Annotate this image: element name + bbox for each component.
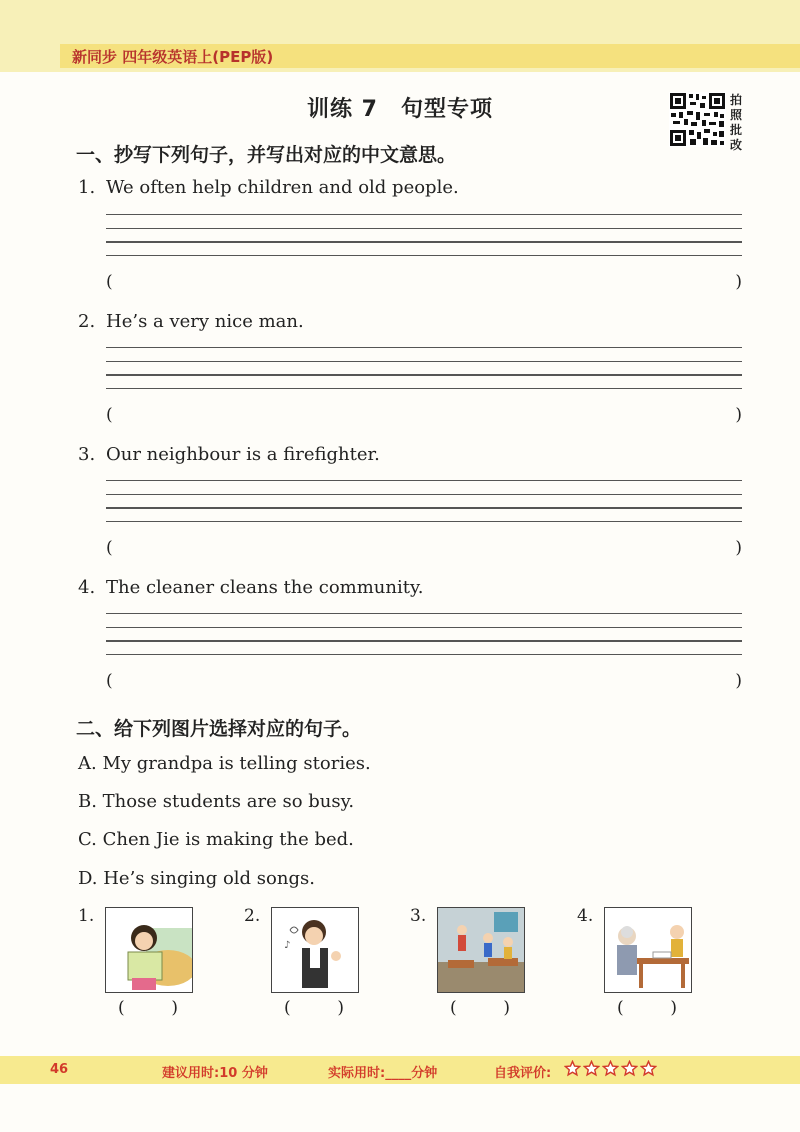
question-text: The cleaner cleans the community. bbox=[106, 577, 424, 598]
star-icon[interactable] bbox=[564, 1060, 581, 1077]
star-icon[interactable] bbox=[602, 1060, 619, 1077]
star-icon[interactable] bbox=[583, 1060, 600, 1077]
paren-close: ) bbox=[735, 538, 742, 558]
paren-open: ( bbox=[617, 998, 624, 1018]
writing-lines-4[interactable] bbox=[106, 613, 742, 657]
option-b: B. Those students are so busy. bbox=[78, 791, 355, 812]
paren-close: ) bbox=[670, 998, 677, 1018]
answer-paren-pic-3[interactable] bbox=[450, 998, 510, 1018]
picture-girl-making-bed bbox=[105, 907, 193, 993]
question-text: Our neighbour is a firefighter. bbox=[106, 444, 380, 465]
rating-stars[interactable] bbox=[564, 1060, 657, 1077]
option-d: D. He’s singing old songs. bbox=[78, 868, 315, 889]
man-singing-illustration bbox=[272, 908, 358, 992]
self-evaluation-label: 自我评价: bbox=[494, 1066, 552, 1081]
paren-close: ) bbox=[171, 998, 178, 1018]
lesson-title: 训练 7 句型专项 bbox=[307, 97, 493, 122]
question-3 bbox=[78, 444, 380, 465]
section1-title: 一、抄写下列句子，并写出对应的中文意思。 bbox=[76, 144, 457, 166]
section2-title: 二、给下列图片选择对应的句子。 bbox=[76, 718, 362, 740]
footer-band bbox=[0, 1056, 800, 1084]
question-number: 2. bbox=[78, 311, 96, 332]
question-number: 4. bbox=[78, 577, 96, 598]
picture-number-2: 2. bbox=[244, 906, 261, 926]
option-a: A. My grandpa is telling stories. bbox=[78, 753, 371, 774]
girl-making-bed-illustration bbox=[106, 908, 192, 992]
question-4 bbox=[78, 577, 423, 598]
question-number: 3. bbox=[78, 444, 96, 465]
question-2 bbox=[78, 311, 304, 332]
svg-text:♪: ♪ bbox=[284, 940, 291, 951]
paren-open: ( bbox=[118, 998, 125, 1018]
paren-open: ( bbox=[106, 272, 113, 292]
grandpa-telling-stories-illustration bbox=[605, 908, 691, 992]
answer-paren-pic-4[interactable] bbox=[617, 998, 677, 1018]
qr-code-icon[interactable] bbox=[669, 92, 726, 147]
picture-number-4: 4. bbox=[577, 906, 594, 926]
picture-grandpa-telling-stories bbox=[604, 907, 692, 993]
question-text: He’s a very nice man. bbox=[106, 311, 304, 332]
page-number: 46 bbox=[50, 1062, 69, 1077]
actual-time[interactable]: 实际用时:____分钟 bbox=[328, 1066, 438, 1081]
star-icon[interactable] bbox=[621, 1060, 638, 1077]
picture-man-singing bbox=[271, 907, 359, 993]
writing-lines-1[interactable] bbox=[106, 214, 742, 258]
book-title: 新同步 四年级英语上(PEP版) bbox=[72, 48, 274, 66]
paren-close: ) bbox=[735, 272, 742, 292]
paren-close: ) bbox=[735, 405, 742, 425]
paren-open: ( bbox=[106, 671, 113, 691]
question-text: We often help children and old people. bbox=[106, 177, 459, 198]
star-icon[interactable] bbox=[640, 1060, 657, 1077]
scan-correct-label: 拍照批改 bbox=[730, 93, 743, 152]
paren-open: ( bbox=[284, 998, 291, 1018]
option-c: C. Chen Jie is making the bed. bbox=[78, 829, 354, 850]
paren-close: ) bbox=[503, 998, 510, 1018]
answer-paren-pic-1[interactable] bbox=[118, 998, 178, 1018]
answer-paren-pic-2[interactable] bbox=[284, 998, 344, 1018]
picture-busy-students bbox=[437, 907, 525, 993]
paren-open: ( bbox=[450, 998, 457, 1018]
paren-open: ( bbox=[106, 405, 113, 425]
question-number: 1. bbox=[78, 177, 96, 198]
suggested-time: 建议用时:10 分钟 bbox=[162, 1066, 268, 1081]
busy-students-illustration bbox=[438, 908, 524, 992]
picture-number-3: 3. bbox=[410, 906, 427, 926]
writing-lines-2[interactable] bbox=[106, 347, 742, 391]
question-1 bbox=[78, 177, 459, 198]
writing-lines-3[interactable] bbox=[106, 480, 742, 524]
paren-close: ) bbox=[735, 671, 742, 691]
paren-open: ( bbox=[106, 538, 113, 558]
paren-close: ) bbox=[337, 998, 344, 1018]
picture-number-1: 1. bbox=[78, 906, 95, 926]
